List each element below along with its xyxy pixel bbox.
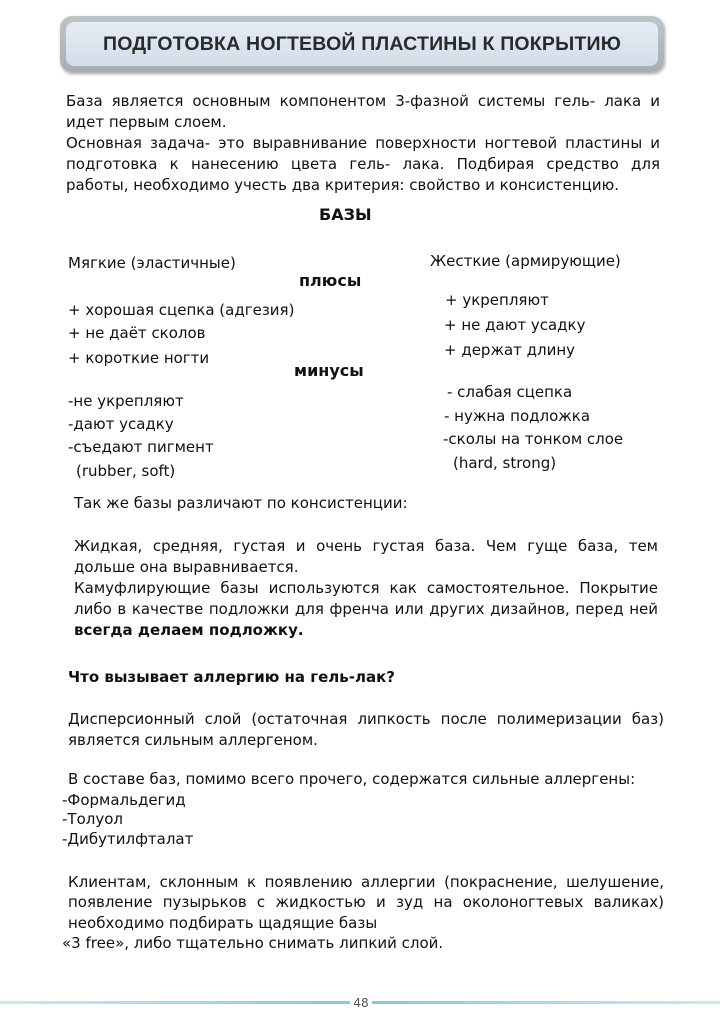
consistency-intro: Так же базы различают по консистенции: [74, 494, 408, 512]
intro-line-5: работы, необходимо учесть два критерия: свойство и консистенцию. [66, 176, 620, 194]
hard-con-1: - слабая сцепка [447, 383, 573, 401]
soft-con-3: -съедают пигмент [68, 438, 214, 456]
soft-con-1: -не укрепляют [68, 392, 184, 410]
consistency-line-4: либо в качестве подложки для френча или других дизайнов, перед ней [74, 600, 658, 618]
soft-pro-2: + не даёт сколов [68, 324, 206, 342]
bases-heading: БАЗЫ [319, 205, 372, 224]
intro-line-1: База является основным компонентом 3-фазной системы гель- лака и [66, 92, 660, 110]
allergen-1: -Формальдегид [62, 791, 186, 809]
allergy-p3-line-3: необходимо подбирать щадящие базы [68, 914, 378, 932]
hard-con-3: -сколы на тонком слое [443, 430, 624, 448]
soft-examples: (rubber, soft) [76, 462, 176, 480]
allergy-p3-line-4: «3 free», либо тщательно снимать липкий слой. [62, 934, 444, 952]
consistency-line-2: дольше она выравнивается. [74, 558, 299, 576]
hard-title: Жесткие (армирующие) [430, 252, 621, 270]
hard-pro-2: + не дают усадку [444, 316, 586, 334]
allergy-p3-line-1: Клиентам, склонным к появлению аллергии (покраснение, шелушение, [68, 873, 664, 891]
soft-pro-3: + короткие ногти [68, 349, 210, 367]
consistency-line-1: Жидкая, средняя, густая и очень густая база. Чем гуще база, тем [74, 537, 658, 555]
pros-label: плюсы [299, 271, 362, 290]
intro-line-2: идет первым слоем. [66, 113, 227, 131]
consistency-line-3: Камуфлирующие базы используются как самостоятельное. Покрытие [74, 579, 658, 597]
allergen-2: -Толуол [62, 810, 123, 828]
intro-line-4: подготовка к нанесению цвета гель- лака. Подбирая средство для [66, 155, 660, 173]
hard-pro-3: + держат длину [444, 341, 576, 359]
allergy-p2-intro: В составе баз, помимо всего прочего, содержатся сильные аллергены: [68, 770, 636, 788]
consistency-line-5: всегда делаем подложку. [74, 621, 304, 639]
allergen-3: -Дибутилфталат [62, 830, 194, 848]
soft-title: Мягкие (эластичные) [68, 254, 236, 272]
cons-label: минусы [294, 361, 364, 380]
allergy-p1-line-2: является сильным аллергеном. [68, 731, 318, 749]
page-header [60, 16, 664, 72]
hard-con-2: - нужна подложка [444, 407, 591, 425]
soft-pro-1: + хорошая сцепка (адгезия) [68, 301, 295, 319]
soft-con-2: -дают усадку [68, 415, 174, 433]
allergy-p1-line-1: Дисперсионный слой (остаточная липкость после полимеризации баз) [68, 710, 664, 728]
allergy-p3-line-2: появление пузырьков с жидкостью и зуд на околоногтевых валиках) [68, 893, 664, 911]
intro-line-3: Основная задача- это выравнивание поверхности ногтевой пластины и [66, 134, 660, 152]
hard-examples: (hard, strong) [453, 454, 557, 472]
allergy-question: Что вызывает аллергию на гель-лак? [68, 668, 395, 686]
page-number: 48 [350, 996, 372, 1010]
page-header-inner [66, 22, 658, 66]
hard-pro-1: + укрепляют [445, 291, 549, 309]
page-title: ПОДГОТОВКА НОГТЕВОЙ ПЛАСТИНЫ К ПОКРЫТИЮ [102, 32, 622, 55]
